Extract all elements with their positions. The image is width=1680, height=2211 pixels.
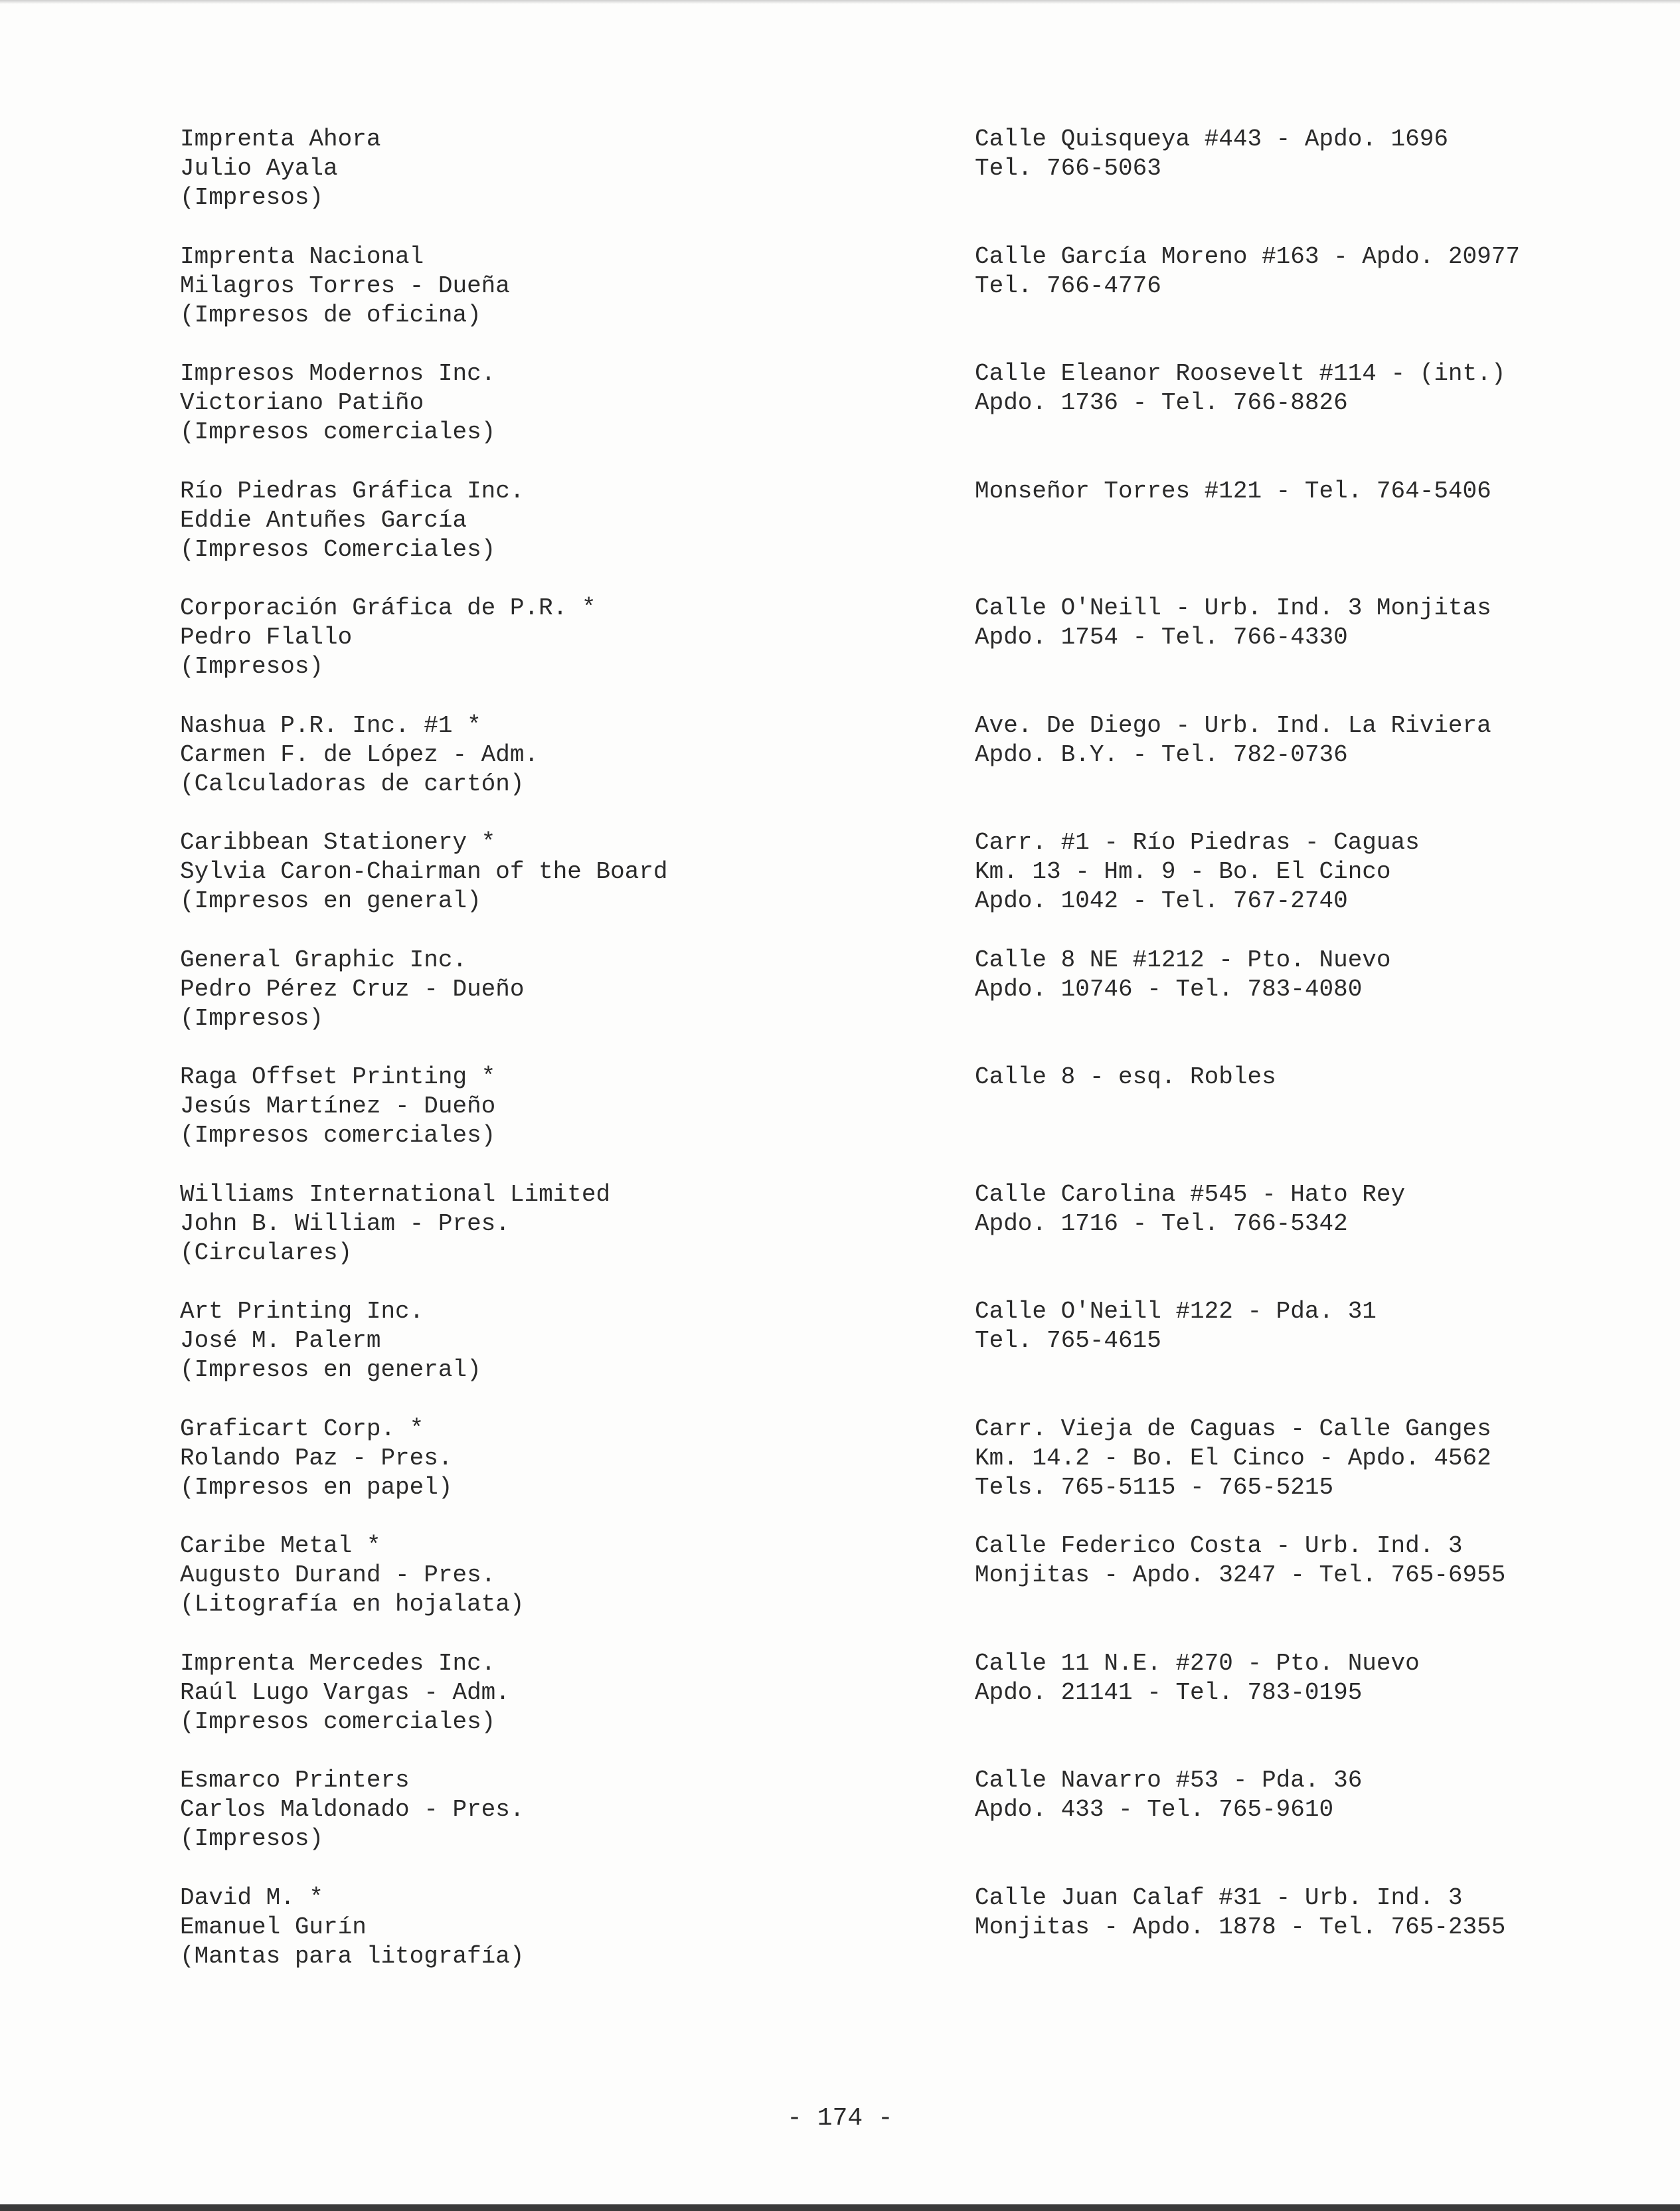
contact-person: José M. Palerm <box>180 1327 381 1354</box>
address-info <box>975 1884 1505 1942</box>
contact-person: Rolando Paz - Pres. <box>180 1445 453 1472</box>
address-line: Calle Federico Costa - Urb. Ind. 3 <box>975 1532 1463 1559</box>
contact-person: Raúl Lugo Vargas - Adm. <box>180 1679 510 1706</box>
address-line: Carr. #1 - Río Piedras - Caguas <box>975 829 1420 856</box>
address-line: Apdo. 10746 - Tel. 783-4080 <box>975 976 1363 1003</box>
directory-entry <box>0 1532 1680 1644</box>
address-line: Apdo. 1042 - Tel. 767-2740 <box>975 887 1348 915</box>
product-type: (Impresos en general) <box>180 1356 481 1383</box>
page-bottom-edge <box>0 2204 1680 2211</box>
contact-person: Eddie Antuñes García <box>180 507 467 534</box>
directory-entry <box>0 477 1680 590</box>
product-type: (Impresos) <box>180 1825 324 1852</box>
company-info <box>180 828 668 916</box>
company-name: Caribe Metal * <box>180 1532 381 1559</box>
contact-person: Carlos Maldonado - Pres. <box>180 1796 525 1823</box>
address-line: Apdo. B.Y. - Tel. 782-0736 <box>975 741 1348 768</box>
contact-person: Pedro Pérez Cruz - Dueño <box>180 976 525 1003</box>
company-info <box>180 242 510 330</box>
address-line: Calle Juan Calaf #31 - Urb. Ind. 3 <box>975 1884 1463 1911</box>
address-line: Apdo. 1716 - Tel. 766-5342 <box>975 1210 1348 1237</box>
address-info <box>975 125 1448 183</box>
company-info <box>180 1063 495 1150</box>
company-info <box>180 1766 524 1854</box>
directory-entry <box>0 1884 1680 1996</box>
directory-entry <box>0 828 1680 941</box>
product-type: (Impresos comerciales) <box>180 418 496 446</box>
company-info <box>180 359 495 447</box>
address-line: Calle O'Neill #122 - Pda. 31 <box>975 1298 1377 1325</box>
company-info <box>180 1297 481 1385</box>
company-info <box>180 125 380 213</box>
company-info <box>180 594 596 681</box>
page-number: - 174 - <box>787 2104 893 2133</box>
company-name: Río Piedras Gráfica Inc. <box>180 478 525 505</box>
contact-person: Sylvia Caron-Chairman of the Board <box>180 858 668 885</box>
product-type: (Calculadoras de cartón) <box>180 770 525 798</box>
company-info <box>180 1884 524 1971</box>
address-info <box>975 828 1420 916</box>
product-type: (Impresos) <box>180 653 324 680</box>
contact-person: Julio Ayala <box>180 155 338 182</box>
product-type: (Mantas para litografía) <box>180 1943 525 1970</box>
address-line: Calle 11 N.E. #270 - Pto. Nuevo <box>975 1650 1420 1677</box>
product-type: (Impresos en papel) <box>180 1474 453 1501</box>
directory-entry <box>0 1649 1680 1762</box>
address-line: Tels. 765-5115 - 765-5215 <box>975 1474 1334 1501</box>
address-info <box>975 946 1391 1004</box>
company-name: General Graphic Inc. <box>180 946 467 974</box>
directory-entry <box>0 946 1680 1059</box>
product-type: (Litografía en hojalata) <box>180 1591 525 1618</box>
product-type: (Impresos comerciales) <box>180 1708 496 1735</box>
address-info <box>975 477 1491 506</box>
address-info <box>975 359 1505 418</box>
address-info <box>975 1297 1377 1356</box>
product-type: (Impresos) <box>180 1005 324 1032</box>
address-info <box>975 1532 1505 1590</box>
contact-person: John B. William - Pres. <box>180 1210 510 1237</box>
contact-person: Jesús Martínez - Dueño <box>180 1093 496 1120</box>
company-name: Corporación Gráfica de P.R. * <box>180 594 596 622</box>
address-line: Apdo. 1754 - Tel. 766-4330 <box>975 624 1348 651</box>
company-info <box>180 946 524 1033</box>
address-line: Calle Eleanor Roosevelt #114 - (int.) <box>975 360 1506 387</box>
company-info <box>180 477 524 565</box>
company-name: Imprenta Ahora <box>180 126 381 153</box>
directory-entry <box>0 1766 1680 1879</box>
company-info <box>180 711 539 799</box>
address-line: Calle O'Neill - Urb. Ind. 3 Monjitas <box>975 594 1491 622</box>
product-type: (Circulares) <box>180 1239 353 1267</box>
address-line: Tel. 766-5063 <box>975 155 1161 182</box>
address-line: Km. 14.2 - Bo. El Cinco - Apdo. 4562 <box>975 1445 1491 1472</box>
contact-person: Victoriano Patiño <box>180 389 424 416</box>
directory-entry <box>0 1180 1680 1293</box>
directory-entry <box>0 359 1680 472</box>
directory-entry <box>0 1415 1680 1528</box>
company-name: Nashua P.R. Inc. #1 * <box>180 712 481 739</box>
product-type: (Impresos en general) <box>180 887 481 915</box>
company-name: Impresos Modernos Inc. <box>180 360 496 387</box>
address-line: Calle 8 - esq. Robles <box>975 1063 1276 1091</box>
address-line: Tel. 766-4776 <box>975 272 1161 300</box>
company-name: Art Printing Inc. <box>180 1298 424 1325</box>
contact-person: Augusto Durand - Pres. <box>180 1561 496 1589</box>
company-info <box>180 1532 524 1619</box>
address-line: Calle 8 NE #1212 - Pto. Nuevo <box>975 946 1391 974</box>
company-name: David M. * <box>180 1884 324 1911</box>
company-name: Graficart Corp. * <box>180 1415 424 1443</box>
address-info <box>975 594 1491 652</box>
directory-entry <box>0 242 1680 355</box>
directory-entry <box>0 1063 1680 1176</box>
company-name: Williams International Limited <box>180 1181 611 1208</box>
directory-entry <box>0 594 1680 707</box>
company-name: Caribbean Stationery * <box>180 829 496 856</box>
address-line: Calle Carolina #545 - Hato Rey <box>975 1181 1406 1208</box>
address-line: Monseñor Torres #121 - Tel. 764-5406 <box>975 478 1491 505</box>
company-name: Esmarco Printers <box>180 1767 410 1794</box>
address-info <box>975 1415 1491 1502</box>
contact-person: Carmen F. de López - Adm. <box>180 741 539 768</box>
address-line: Ave. De Diego - Urb. Ind. La Riviera <box>975 712 1491 739</box>
address-line: Monjitas - Apdo. 3247 - Tel. 765-6955 <box>975 1561 1506 1589</box>
address-info <box>975 711 1491 770</box>
contact-person: Milagros Torres - Dueña <box>180 272 510 300</box>
address-line: Calle Navarro #53 - Pda. 36 <box>975 1767 1363 1794</box>
product-type: (Impresos) <box>180 184 324 211</box>
product-type: (Impresos Comerciales) <box>180 536 496 563</box>
address-line: Km. 13 - Hm. 9 - Bo. El Cinco <box>975 858 1391 885</box>
company-info <box>180 1415 452 1502</box>
directory-entry <box>0 125 1680 238</box>
contact-person: Pedro Flallo <box>180 624 353 651</box>
company-name: Imprenta Nacional <box>180 243 424 270</box>
product-type: (Impresos de oficina) <box>180 302 481 329</box>
address-info <box>975 1180 1405 1239</box>
address-line: Calle García Moreno #163 - Apdo. 20977 <box>975 243 1520 270</box>
company-name: Raga Offset Printing * <box>180 1063 496 1091</box>
address-line: Tel. 765-4615 <box>975 1327 1161 1354</box>
address-line: Monjitas - Apdo. 1878 - Tel. 765-2355 <box>975 1913 1506 1941</box>
contact-person: Emanuel Gurín <box>180 1913 367 1941</box>
address-info <box>975 1766 1362 1824</box>
address-info <box>975 1063 1276 1092</box>
address-line: Apdo. 1736 - Tel. 766-8826 <box>975 389 1348 416</box>
address-line: Apdo. 21141 - Tel. 783-0195 <box>975 1679 1363 1706</box>
company-info <box>180 1180 610 1268</box>
address-line: Apdo. 433 - Tel. 765-9610 <box>975 1796 1334 1823</box>
address-info <box>975 242 1520 301</box>
product-type: (Impresos comerciales) <box>180 1122 496 1149</box>
company-info <box>180 1649 510 1737</box>
address-info <box>975 1649 1420 1708</box>
directory-entry <box>0 711 1680 824</box>
address-line: Calle Quisqueya #443 - Apdo. 1696 <box>975 126 1448 153</box>
company-name: Imprenta Mercedes Inc. <box>180 1650 496 1677</box>
address-line: Carr. Vieja de Caguas - Calle Ganges <box>975 1415 1491 1443</box>
directory-entry <box>0 1297 1680 1410</box>
